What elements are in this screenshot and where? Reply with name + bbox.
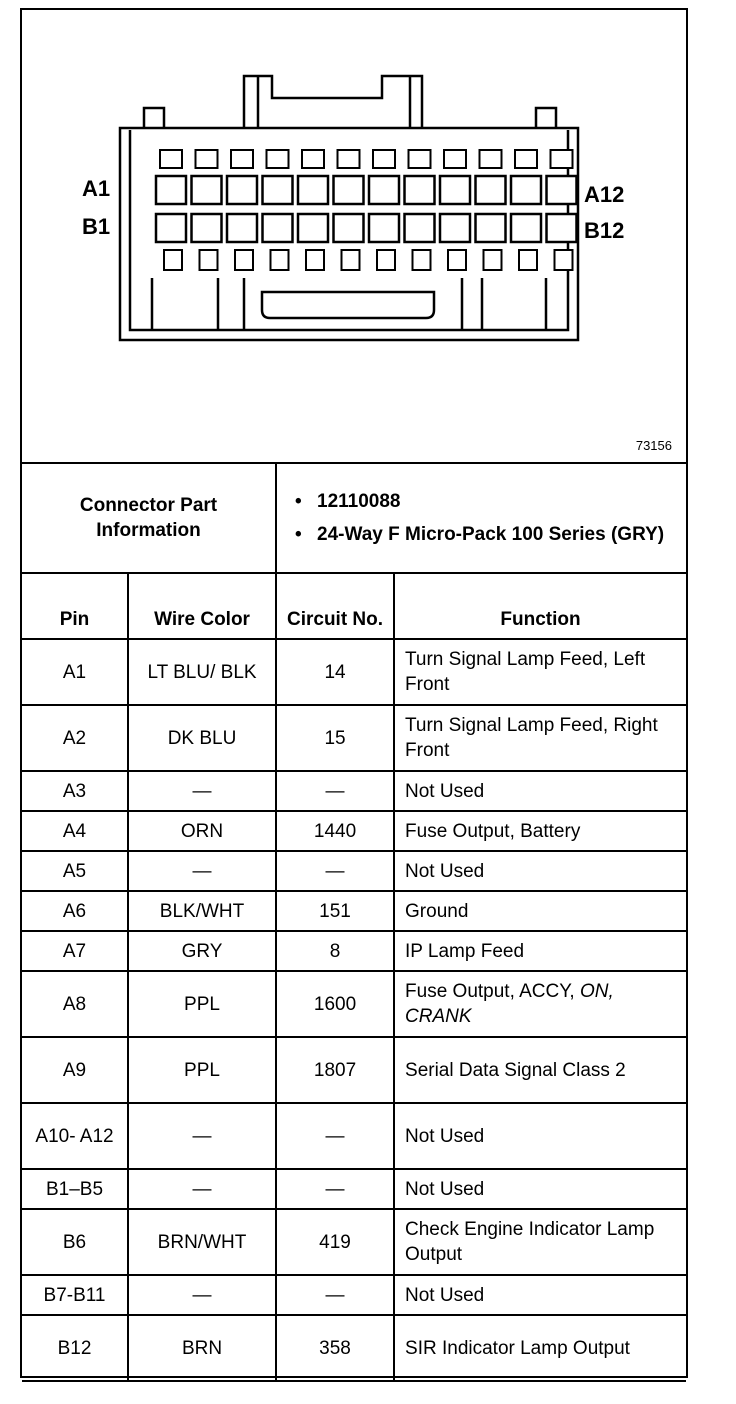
pin-cell: B12: [22, 1315, 128, 1381]
table-row: [22, 851, 686, 891]
connector-info-row: [22, 463, 686, 573]
connector-key: [262, 292, 434, 318]
pin-cavity-a: [369, 176, 399, 204]
wire-color-cell: DK BLU: [128, 705, 276, 771]
pin-cell: A5: [22, 851, 128, 891]
table-row: [22, 1209, 686, 1275]
function-cell: [394, 971, 686, 1037]
wire-color-cell: BRN/WHT: [128, 1209, 276, 1275]
table-row: [22, 1103, 686, 1169]
pin-cavity-b: [263, 214, 293, 242]
function-cell: Not Used: [394, 771, 686, 811]
circuit-cell: 419: [276, 1209, 394, 1275]
circuit-cell: —: [276, 1169, 394, 1209]
pin-tab-top: [373, 150, 395, 168]
pin-tab-bottom: [235, 250, 253, 270]
connector-drawing: [22, 10, 686, 462]
connector-diagram: [22, 10, 686, 462]
table-row: [22, 1037, 686, 1103]
table-row: [22, 1315, 686, 1381]
pin-tab-top: [515, 150, 537, 168]
pin-tab-top: [231, 150, 253, 168]
label-b12: B12: [584, 218, 625, 243]
pin-cell: A10- A12: [22, 1103, 128, 1169]
connector-latch: [244, 76, 422, 128]
pin-cavity-a: [227, 176, 257, 204]
pin-tab-bottom: [413, 250, 431, 270]
function-cell: Not Used: [394, 851, 686, 891]
wire-color-cell: BRN: [128, 1315, 276, 1381]
function-cell: Turn Signal Lamp Feed, Right Front: [394, 705, 686, 771]
function-text: Fuse Output, ACCY,: [405, 981, 580, 1002]
pin-cavity-b: [156, 214, 186, 242]
pin-cavity-b: [547, 214, 577, 242]
pin-tab-top: [409, 150, 431, 168]
pin-cavity-b: [227, 214, 257, 242]
part-number: • 12110088: [317, 489, 680, 514]
function-cell: Turn Signal Lamp Feed, Left Front: [394, 639, 686, 705]
header-function: Function: [394, 573, 686, 639]
pin-tab-bottom: [164, 250, 182, 270]
pin-tab-bottom: [555, 250, 573, 270]
pin-cell: A1: [22, 639, 128, 705]
pin-cell: A9: [22, 1037, 128, 1103]
table-row: [22, 1275, 686, 1315]
function-cell: Fuse Output, Battery: [394, 811, 686, 851]
wire-color-cell: BLK/WHT: [128, 891, 276, 931]
function-cell: Not Used: [394, 1275, 686, 1315]
document-frame: [20, 8, 688, 1378]
table-row: [22, 705, 686, 771]
table-row: [22, 639, 686, 705]
table-row: [22, 931, 686, 971]
pin-tab-top: [551, 150, 573, 168]
pin-tab-bottom: [342, 250, 360, 270]
pin-cavity-b: [298, 214, 328, 242]
pin-cavity-a: [511, 176, 541, 204]
pin-tab-bottom: [448, 250, 466, 270]
circuit-cell: 14: [276, 639, 394, 705]
header-circuit: Circuit No.: [276, 573, 394, 639]
function-cell: Not Used: [394, 1103, 686, 1169]
pin-tab-top: [444, 150, 466, 168]
wire-color-cell: —: [128, 771, 276, 811]
pin-cavity-a: [476, 176, 506, 204]
figure-id: 73156: [635, 438, 672, 453]
label-a12: A12: [584, 182, 625, 207]
table-row: [22, 1169, 686, 1209]
table-row: [22, 971, 686, 1037]
pin-cell: B7-B11: [22, 1275, 128, 1315]
wire-color-cell: ORN: [128, 811, 276, 851]
pin-tab-top: [267, 150, 289, 168]
pin-cell: B1–B5: [22, 1169, 128, 1209]
label-a1: A1: [82, 176, 111, 201]
pin-cavity-a: [298, 176, 328, 204]
label-b1: B1: [82, 214, 111, 239]
circuit-cell: 1600: [276, 971, 394, 1037]
pin-cavity-b: [369, 214, 399, 242]
function-cell: SIR Indicator Lamp Output: [394, 1315, 686, 1381]
circuit-cell: —: [276, 1275, 394, 1315]
pin-tab-bottom: [200, 250, 218, 270]
pin-tab-top: [302, 150, 324, 168]
pin-cavity-b: [511, 214, 541, 242]
circuit-cell: —: [276, 771, 394, 811]
pin-tab-bottom: [519, 250, 537, 270]
table-row: [22, 771, 686, 811]
pin-cavity-b: [405, 214, 435, 242]
circuit-cell: 1440: [276, 811, 394, 851]
function-text-italic: ON, CRANK: [405, 981, 614, 1027]
pin-tab-top: [480, 150, 502, 168]
function-cell: Ground: [394, 891, 686, 931]
wire-color-cell: —: [128, 851, 276, 891]
pin-cell: B6: [22, 1209, 128, 1275]
wire-color-cell: —: [128, 1103, 276, 1169]
wire-color-cell: GRY: [128, 931, 276, 971]
wire-color-cell: —: [128, 1275, 276, 1315]
function-cell: Not Used: [394, 1169, 686, 1209]
wire-color-cell: —: [128, 1169, 276, 1209]
table-row: [22, 891, 686, 931]
connector-info-title: Connector Part Information: [22, 463, 276, 573]
pin-tab-top: [338, 150, 360, 168]
pin-cavity-a: [547, 176, 577, 204]
circuit-cell: 1807: [276, 1037, 394, 1103]
pin-tab-bottom: [484, 250, 502, 270]
circuit-cell: 358: [276, 1315, 394, 1381]
circuit-cell: 151: [276, 891, 394, 931]
pin-cell: A8: [22, 971, 128, 1037]
wire-color-cell: PPL: [128, 971, 276, 1037]
table-row: [22, 811, 686, 851]
header-pin: Pin: [22, 573, 128, 639]
connector-table: [22, 462, 686, 1382]
pin-tab-bottom: [271, 250, 289, 270]
pin-cavity-a: [156, 176, 186, 204]
circuit-cell: —: [276, 1103, 394, 1169]
function-cell: IP Lamp Feed: [394, 931, 686, 971]
table-header-row: [22, 573, 686, 639]
pin-tab-bottom: [377, 250, 395, 270]
function-cell: Check Engine Indicator Lamp Output: [394, 1209, 686, 1275]
function-cell: Serial Data Signal Class 2: [394, 1037, 686, 1103]
circuit-cell: —: [276, 851, 394, 891]
pin-cavity-a: [405, 176, 435, 204]
pin-tab-bottom: [306, 250, 324, 270]
pin-cell: A2: [22, 705, 128, 771]
pin-tab-top: [160, 150, 182, 168]
pin-cavity-a: [263, 176, 293, 204]
pin-cell: A7: [22, 931, 128, 971]
pin-cavity-a: [440, 176, 470, 204]
connector-description: • 24-Way F Micro-Pack 100 Series (GRY): [317, 522, 680, 547]
pin-cavity-b: [440, 214, 470, 242]
pin-cell: A6: [22, 891, 128, 931]
pin-cavity-b: [476, 214, 506, 242]
wire-color-cell: PPL: [128, 1037, 276, 1103]
circuit-cell: 15: [276, 705, 394, 771]
pin-cavity-b: [192, 214, 222, 242]
pin-cell: A4: [22, 811, 128, 851]
header-wire-color: Wire Color: [128, 573, 276, 639]
pin-cavity-a: [192, 176, 222, 204]
connector-info-details: [276, 463, 686, 573]
pin-cavity-a: [334, 176, 364, 204]
wire-color-cell: LT BLU/ BLK: [128, 639, 276, 705]
pin-cavity-b: [334, 214, 364, 242]
circuit-cell: 8: [276, 931, 394, 971]
pin-tab-top: [196, 150, 218, 168]
pin-cell: A3: [22, 771, 128, 811]
